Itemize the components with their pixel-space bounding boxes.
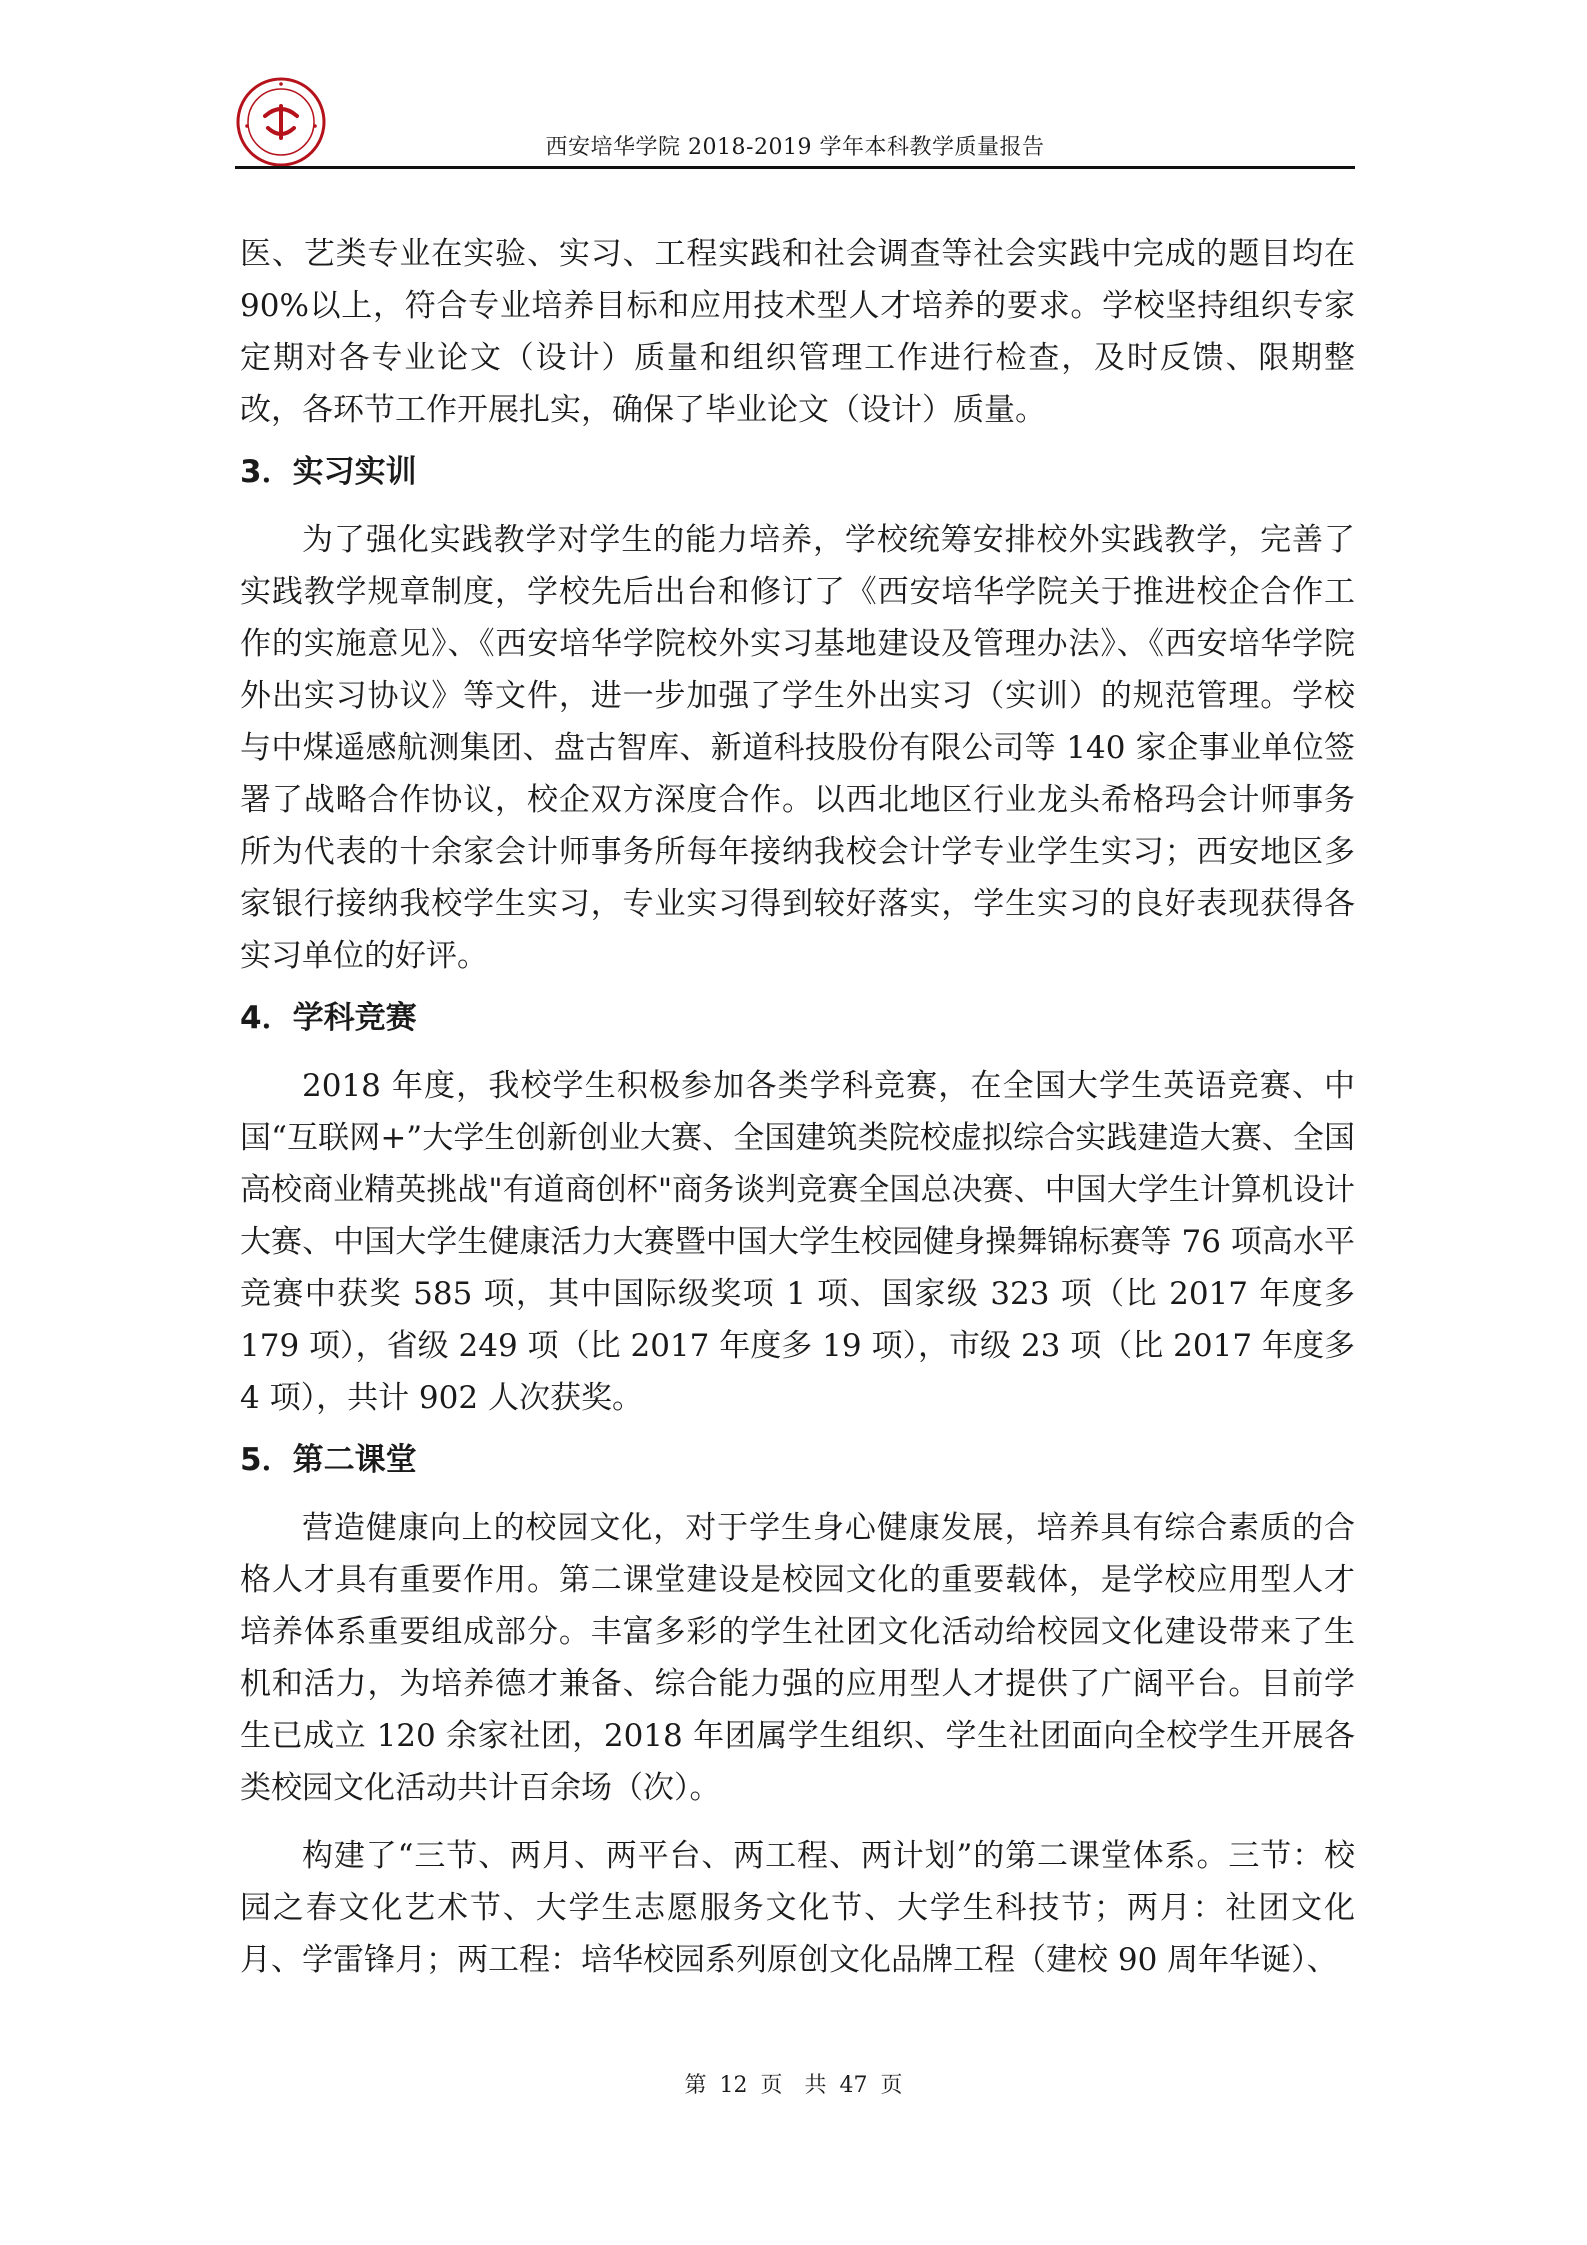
page-body: [240, 228, 1355, 1986]
paragraph-second-classroom-system: 构建了“三节、两月、两平台、两工程、两计划”的第二课堂体系。三节：校园之春文化艺术节、大学生志愿服务文化节、大学生科技节；两月：社团文化月、学雷锋月；两工程：培华校园系列原创文化品牌工程（建校 90 周年华诞）、: [240, 1838, 1355, 1978]
paragraph-internship: 为了强化实践教学对学生的能力培养，学校统筹安排校外实践教学，完善了实践教学规章制度，学校先后出台和修订了《西安培华学院关于推进校企合作工作的实施意见》、《西安培华学院校外实习基地建设及管理办法》、《西安培华学院外出实习协议》等文件，进一步加强了学生外出实习（实训）的规范管理。学校与中煤遥感航测集团、盘古智库、新道科技股份有限公司等 140 家企事业单位签署了战略合作协议，校企双方深度合作。以西北地区行业龙头希格玛会计师事务所为代表的十余家会计师事务所每年接纳我校会计学专业学生实习；西安地区多家银行接纳我校学生实习，专业实习得到较好落实，学生实习的良好表现获得各实习单位的好评。: [240, 522, 1355, 974]
page-header: [235, 76, 1355, 168]
report-title: 西安培华学院 2018-2019 学年本科教学质量报告: [545, 135, 1045, 160]
header-divider: [235, 166, 1355, 169]
paragraph-thesis-quality: 医、艺类专业在实验、实习、工程实践和社会调查等社会实践中完成的题目均在90%以上，符合专业培养目标和应用技术型人才培养的要求。学校坚持组织专家定期对各专业论文（设计）质量和组织管理工作进行检查，及时反馈、限期整改，各环节工作开展扎实，确保了毕业论文（设计）质量。: [240, 236, 1355, 428]
paragraph-campus-culture: 营造健康向上的校园文化，对于学生身心健康发展，培养具有综合素质的合格人才具有重要作用。第二课堂建设是校园文化的重要载体，是学校应用型人才培养体系重要组成部分。丰富多彩的学生社团文化活动给校园文化建设带来了生机和活力，为培养德才兼备、综合能力强的应用型人才提供了广阔平台。目前学生已成立 120 余家社团，2018 年团属学生组织、学生社团面向全校学生开展各类校园文化活动共计百余场（次）。: [240, 1510, 1355, 1806]
page-number: 第 12 页 共 47 页: [684, 2073, 903, 2098]
paragraph-competition: 2018 年度，我校学生积极参加各类学科竞赛，在全国大学生英语竞赛、中国“互联网+”大学生创新创业大赛、全国建筑类院校虚拟综合实践建造大赛、全国高校商业精英挑战"有道商创杯"商务谈判竞赛全国总决赛、中国大学生计算机设计大赛、中国大学生健康活力大赛暨中国大学生校园健身操舞锦标赛等 76 项高水平竞赛中获奖 585 项，其中国际级奖项 1 项、国家级 323 项（比 2017 年度多 179 项），省级 249 项（比 2017 年度多 19 项），市级 23 项（比 2017 年度多 4 项），共计 902 人次获奖。: [240, 1068, 1355, 1416]
section-heading-internship: 3．实习实训: [240, 454, 417, 490]
section-heading-competition: 4．学科竞赛: [240, 1000, 417, 1036]
section-heading-second-classroom: 5．第二课堂: [240, 1442, 417, 1478]
